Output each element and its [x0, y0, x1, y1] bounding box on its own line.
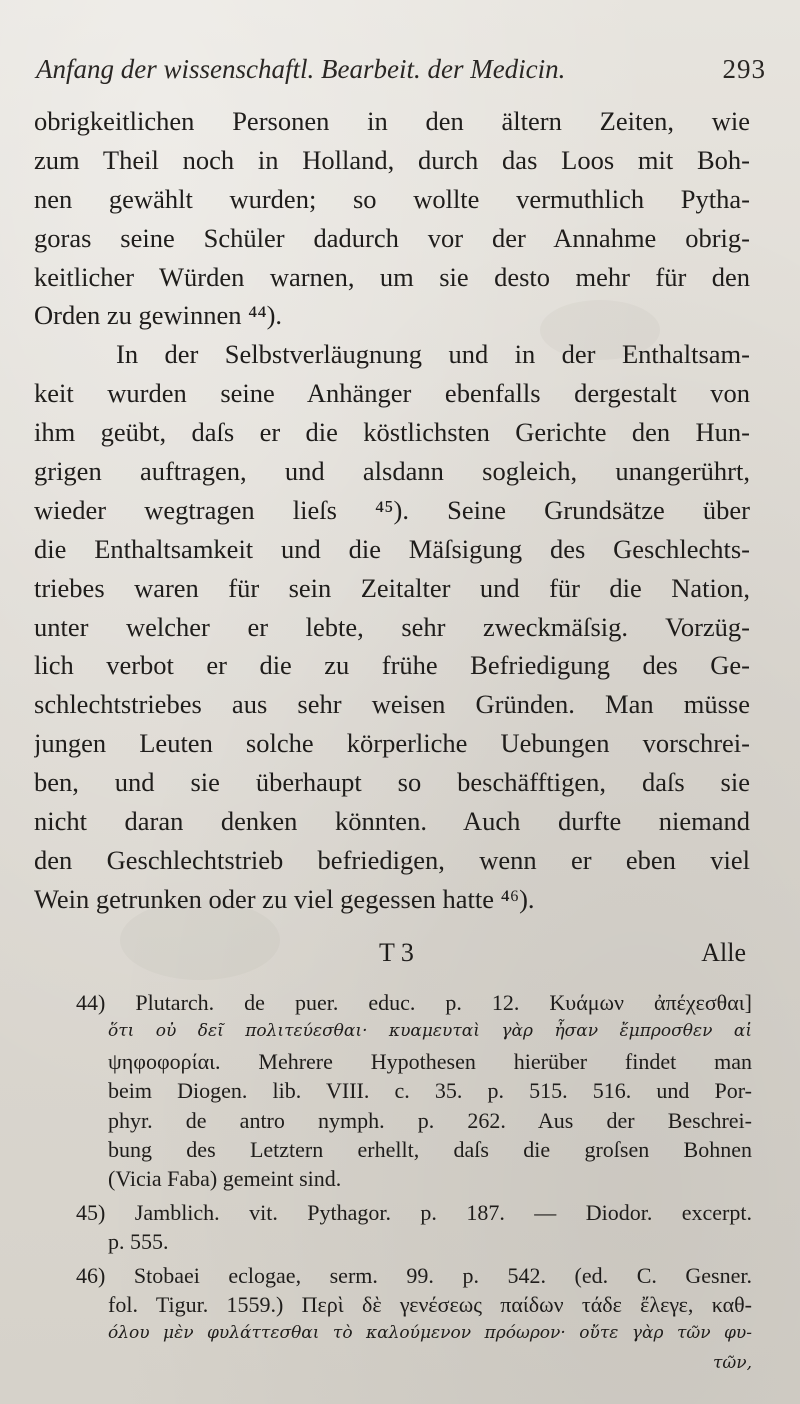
page-number: 293 — [722, 54, 766, 84]
text-line: nen gewählt wurden; so wollte vermuthlich Pytha- — [34, 183, 750, 214]
text-line: ben, und sie überhaupt so beschäfftigen, daſs sie — [34, 767, 750, 798]
signature-mark: T 3 — [379, 938, 414, 967]
text-line: ihm geübt, daſs er die köstlichsten Gerichte den Hun- — [34, 417, 750, 448]
footnote-line: ὅτι οὐ δεῖ πολιτεύεσθαι· κυαμευταὶ γὰρ ἦσαν ἔμπροσθεν αἱ — [108, 1021, 752, 1042]
text-line: Wein getrunken oder zu viel gegessen hatte ⁴⁶). — [34, 883, 535, 914]
text-line: obrigkeitlichen Personen in den ältern Zeiten, wie — [34, 106, 750, 136]
footnote-line: 45) Jamblich. vit. Pythagor. p. 187. — Diodor. excerpt. — [76, 1199, 752, 1225]
text-line: zum Theil noch in Holland, durch das Loos mit Boh- — [34, 144, 750, 175]
footnote-line: (Vicia Faba) gemeint sind. — [108, 1166, 342, 1192]
text-line: keit wurden seine Anhänger ebenfalls dergestalt von — [34, 378, 750, 409]
text-line: keitlicher Würden warnen, um sie desto mehr für den — [34, 261, 750, 292]
footnote-46 — [76, 1261, 752, 1379]
text-line: jungen Leuten solche körperliche Uebungen vorschrei- — [34, 728, 750, 759]
running-title: Anfang der wissenschaftl. Bearbeit. der Medicin. — [36, 54, 566, 84]
main-text — [34, 102, 750, 919]
footnote-line: 46) Stobaei eclogae, serm. 99. p. 542. (ed. C. Gesner. — [76, 1262, 752, 1288]
catchword: Alle — [701, 938, 746, 967]
text-line: Orden zu gewinnen ⁴⁴). — [34, 300, 283, 331]
footnote-line: bung des Letztern erhellt, daſs die groſsen Bohnen — [108, 1136, 752, 1162]
footnote-line: όλου μὲν φυλάττεσθαι τὸ καλούμενον πρόωρον· οὔτε γὰρ τῶν φυ- — [108, 1323, 752, 1344]
text-line: unter welcher er lebte, sehr zweckmäſsig. Vorzüg- — [34, 611, 750, 642]
footnote-45 — [76, 1198, 752, 1257]
footnote-44 — [76, 988, 752, 1194]
text-line: wieder wegtragen lieſs ⁴⁵). Seine Grundsätze über — [34, 494, 750, 525]
running-header — [36, 54, 766, 85]
footnote-line: p. 555. — [108, 1229, 169, 1255]
footnote-line: 44) Plutarch. de puer. educ. p. 12. Κυάμων ἀπέχεσθαι] — [76, 990, 752, 1015]
text-line: die Enthaltsamkeit und die Mäſsigung des Geschlechts- — [34, 533, 750, 564]
text-line: schlechtstriebes aus sehr weisen Gründen. Man müsse — [34, 689, 750, 720]
footnote-line: beim Diogen. lib. VIII. c. 35. p. 515. 516. und Por- — [108, 1078, 752, 1104]
footnote-line: phyr. de antro nymph. p. 262. Aus der Beschrei- — [108, 1107, 752, 1133]
footnotes — [76, 988, 752, 1382]
signature-row — [34, 938, 746, 974]
text-line: den Geschlechtstrieb befriedigen, wenn er eben viel — [34, 844, 750, 875]
text-line: In der Selbstverläugnung und in der Enthaltsam- — [116, 339, 750, 370]
text-line: lich verbot er die zu frühe Befriedigung des Ge- — [34, 650, 750, 681]
text-line: grigen auftragen, und alsdann sogleich, unangerührt, — [34, 456, 750, 487]
footnote-line: fol. Tigur. 1559.) Περὶ δὲ γενέσεως παίδων τάδε ἔλεγε, καθ- — [108, 1291, 752, 1317]
text-line: nicht daran denken könnten. Auch durfte niemand — [34, 806, 750, 837]
footnote-line: τῶν, — [712, 1352, 752, 1373]
text-line: goras seine Schüler dadurch vor der Annahme obrig- — [34, 222, 750, 253]
footnote-line: ψηφοφορίαι. Mehrere Hypothesen hierüber findet man — [108, 1048, 752, 1074]
text-line: triebes waren für sein Zeitalter und für die Nation, — [34, 572, 750, 603]
